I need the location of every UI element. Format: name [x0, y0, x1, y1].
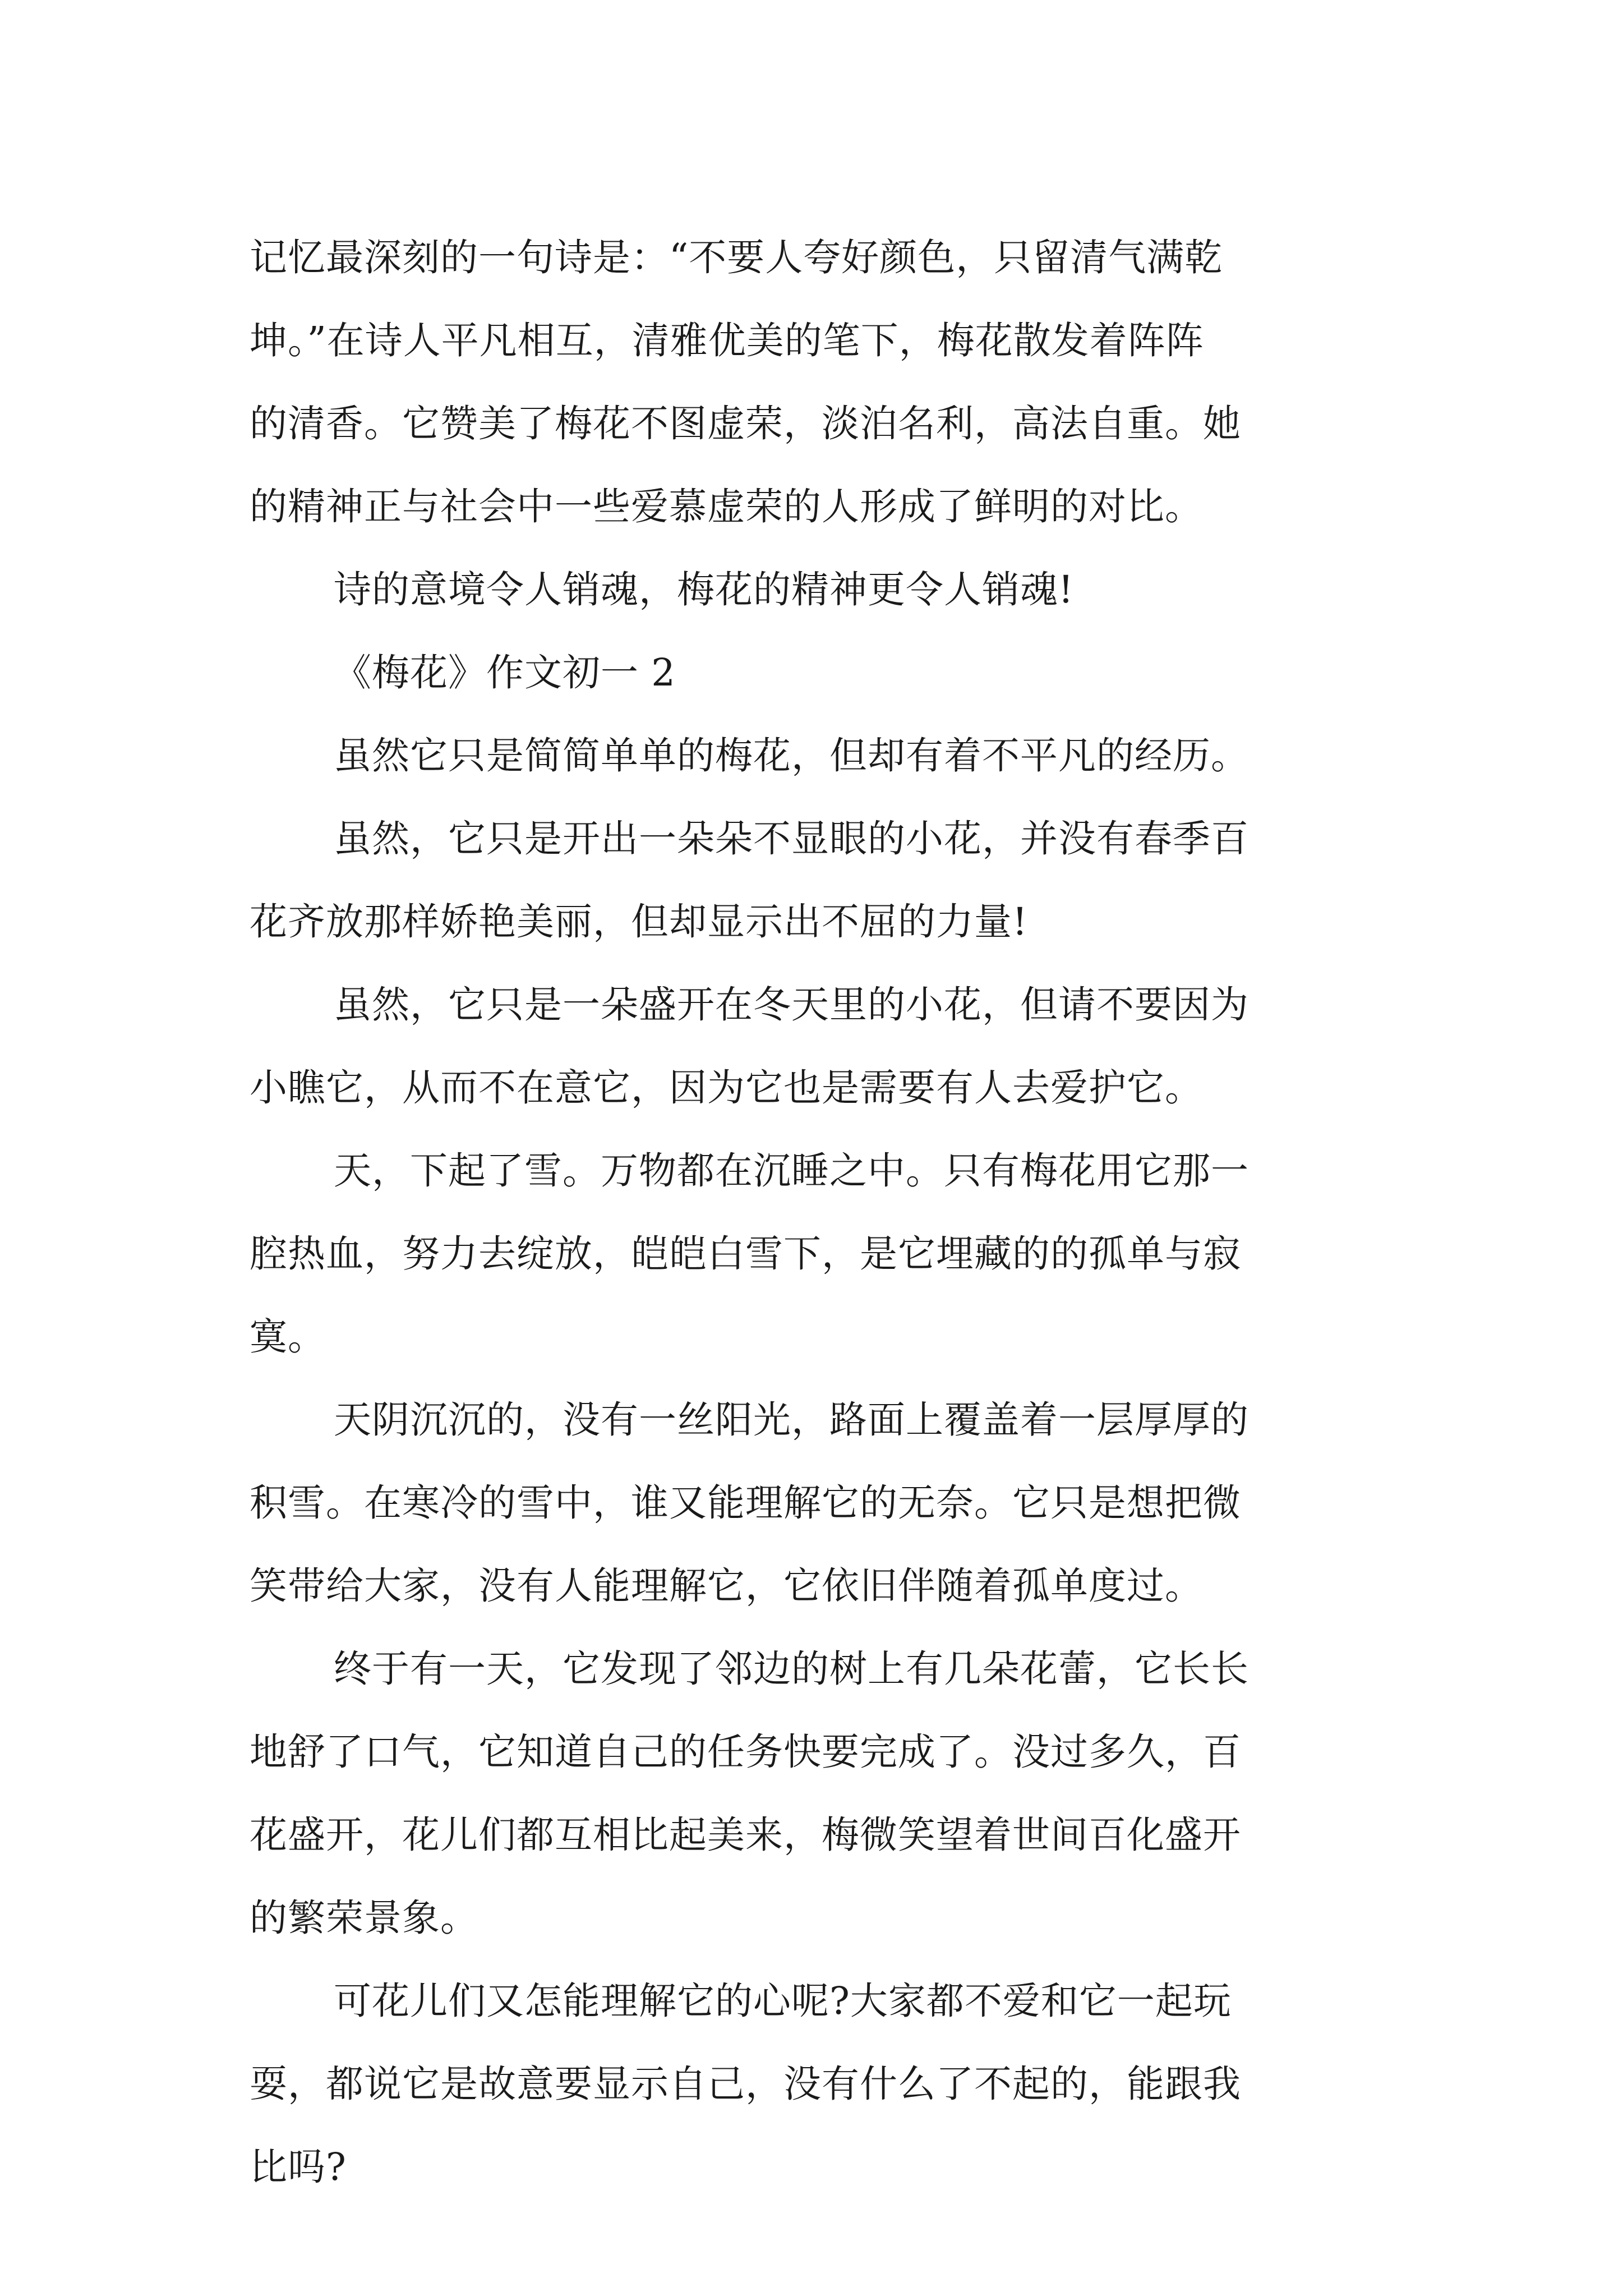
text-line: 天，下起了雪。万物都在沉睡之中。只有梅花用它那一: [334, 1149, 1249, 1193]
text-line: 坤。”在诗人平凡相互，清雅优美的笔下，梅花散发着阵阵: [250, 319, 1204, 362]
paragraph: [250, 216, 1396, 548]
text-line: 小瞧它，从而不在意它，因为它也是需要有人去爱护它。: [250, 1066, 1203, 1110]
text-line: 记忆最深刻的一句诗是：“不要人夸好颜色，只留清气满乾: [250, 236, 1223, 279]
paragraph: [250, 1959, 1396, 2208]
text-line: 耍，都说它是故意要显示自己，没有什么了不起的，能跟我: [250, 2062, 1241, 2106]
text-line: 的繁荣景象。: [250, 1896, 478, 1940]
text-line: 的清香。它赞美了梅花不图虚荣，淡泊名利，高法自重。她: [250, 402, 1241, 445]
paragraph: [250, 714, 1396, 797]
text-line: 虽然，它只是开出一朵朵不显眼的小花，并没有春季百: [334, 817, 1249, 861]
text-line: 的精神正与社会中一些爱慕虚荣的人形成了鲜明的对比。: [250, 485, 1203, 528]
paragraph: [250, 548, 1396, 631]
text-line: 天阴沉沉的，没有一丝阳光，路面上覆盖着一层厚厚的: [334, 1398, 1249, 1442]
text-line: 积雪。在寒冷的雪中，谁又能理解它的无奈。它只是想把微: [250, 1481, 1241, 1525]
paragraph: [250, 1129, 1396, 1378]
text-line: 花齐放那样娇艳美丽，但却显示出不屈的力量!: [250, 900, 1028, 944]
text-line: 虽然，它只是一朵盛开在冬天里的小花，但请不要因为: [334, 983, 1249, 1027]
section-heading: [250, 631, 1396, 714]
heading-text: 《梅花》作文初一 2: [334, 651, 676, 694]
paragraph: [250, 1378, 1396, 1627]
text-line: 可花儿们又怎能理解它的心呢?大家都不爱和它一起玩: [334, 1979, 1232, 2023]
text-line: 地舒了口气，它知道自己的任务快要完成了。没过多久，百: [250, 1730, 1241, 1774]
text-line: 终于有一天，它发现了邻边的树上有几朵花蕾，它长长: [334, 1647, 1249, 1691]
paragraph: [250, 797, 1396, 963]
paragraph: [250, 963, 1396, 1129]
text-line: 虽然它只是简简单单的梅花，但却有着不平凡的经历。: [334, 734, 1249, 777]
text-line: 花盛开，花儿们都互相比起美来，梅微笑望着世间百化盛开: [250, 1813, 1241, 1857]
text-line: 诗的意境令人销魂，梅花的精神更令人销魂!: [334, 568, 1074, 611]
text-line: 笑带给大家，没有人能理解它，它依旧伴随着孤单度过。: [250, 1564, 1203, 1608]
paragraph: [250, 1627, 1396, 1959]
text-line: 寞。: [250, 1315, 326, 1359]
text-line: 比吗?: [250, 2145, 347, 2189]
document-body: [250, 216, 1396, 2208]
text-line: 腔热血，努力去绽放，皑皑白雪下，是它埋藏的的孤单与寂: [250, 1232, 1241, 1276]
